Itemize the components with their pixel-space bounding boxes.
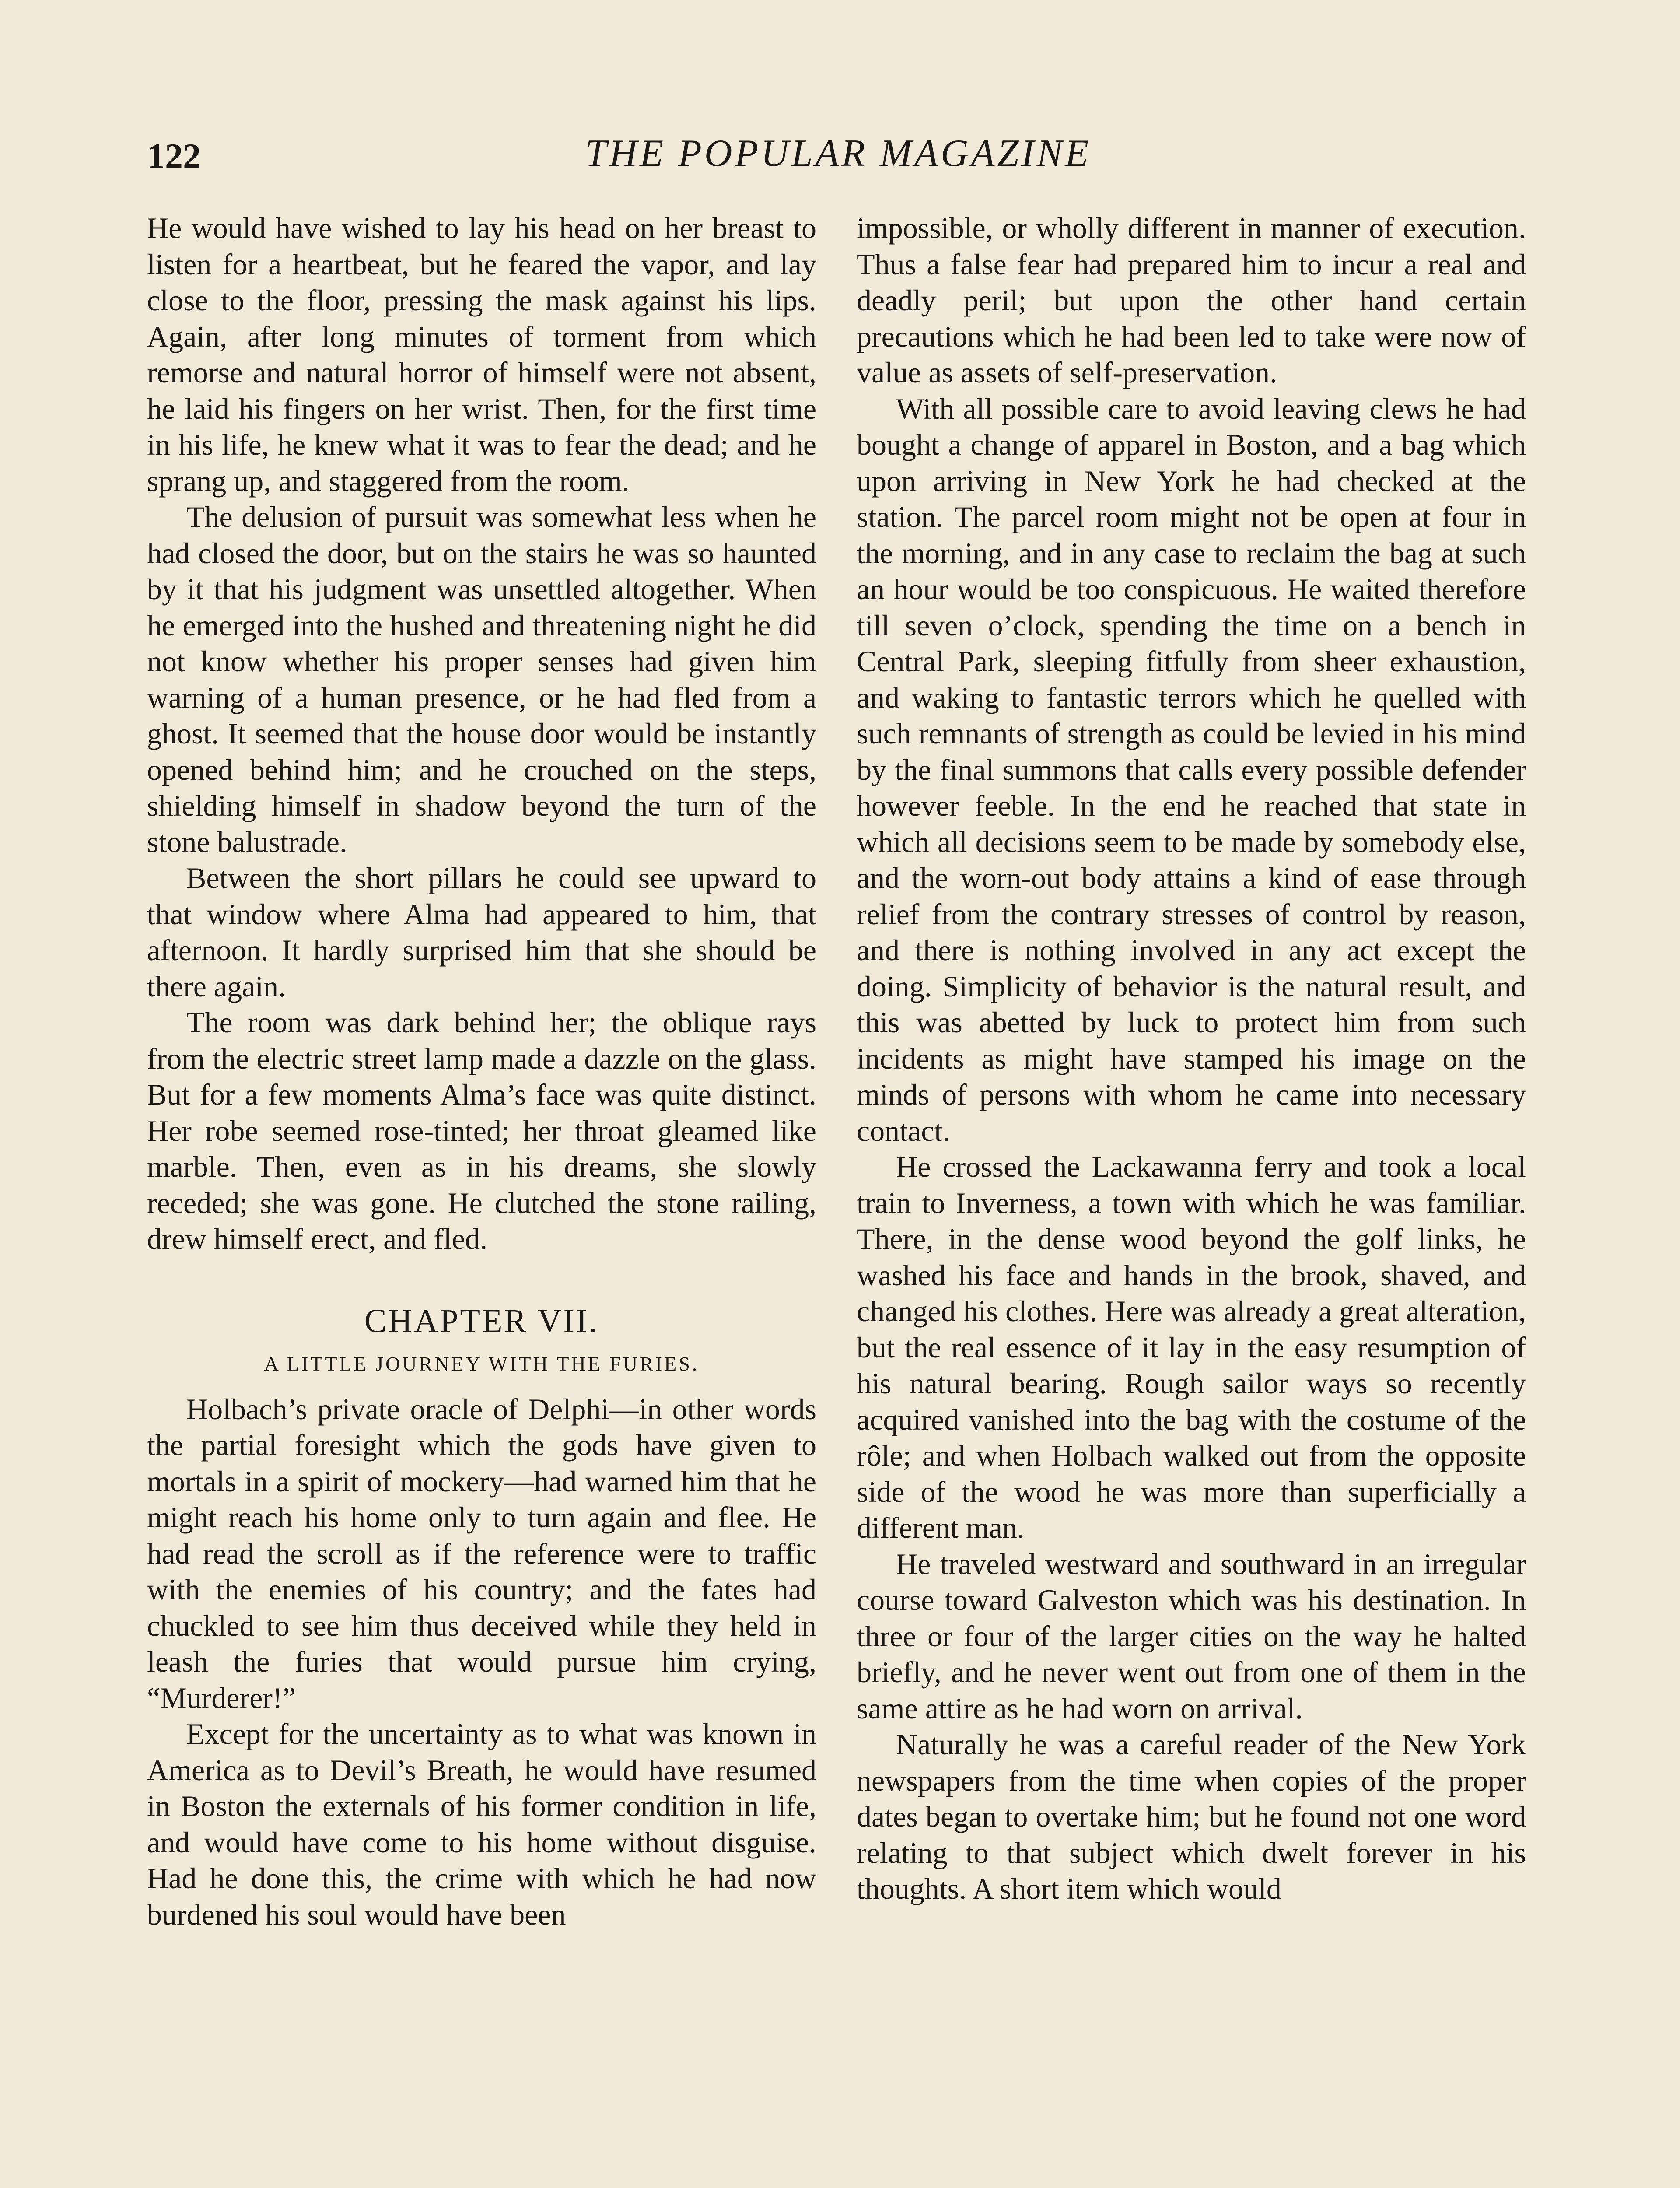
page-header (147, 131, 1530, 188)
paragraph: He crossed the Lackawanna ferry and took a local train to Inverness, a town with which he was familiar. There, in the dense wood beyond the golf links, he washed his face and hands in the brook, shaved, and changed his clothes. Here was already a great alteration, but the real essence of it lay in the easy resumption of his natural bearing. Rough sailor ways so recently acquired vanished into the bag with the costume of the rôle; and when Holbach walked out from the opposite side of the wood he was more than superficially a different man. (857, 1150, 1526, 1544)
right-column (857, 210, 1526, 1907)
paragraph: Naturally he was a careful reader of the New York newspapers from the time when copies of the proper dates began to overtake him; but he found not one word relating to that subject which dwelt forever in his thoughts. A short item which would (857, 1728, 1526, 1905)
paragraph: He traveled westward and southward in an irregular course toward Galveston which was his destination. In three or four of the larger cities on the way he halted briefly, and he never went out from one of them in the same attire as he had worn on arrival. (857, 1547, 1526, 1725)
chapter-title: CHAPTER VII. (364, 1302, 599, 1339)
chapter-subtitle: A LITTLE JOURNEY WITH THE FURIES. (264, 1352, 700, 1375)
magazine-title: THE POPULAR MAGAZINE (585, 132, 1092, 175)
paragraph: Between the short pillars he could see upward to that window where Alma had appeared to him, that afternoon. It hardly surprised him that she should be there again. (147, 861, 816, 1003)
paragraph: He would have wished to lay his head on her breast to listen for a heartbeat, but he feared the vapor, and lay close to the floor, pressing the mask against his lips. Again, after long minutes of torment from which remorse and natural horror of himself were not absent, he laid his fingers on her wrist. Then, for the first time in his life, he knew what it was to fear the dead; and he sprang up, and staggered from the room. (147, 211, 816, 498)
page-number: 122 (147, 136, 201, 176)
paragraph: impossible, or wholly different in manner of execution. Thus a false fear had prepared him to incur a real and deadly peril; but upon the other hand certain precautions which he had been led to take were now of value as assets of self-preservation. (857, 211, 1526, 389)
paragraph: Except for the uncertainty as to what was known in America as to Devil’s Breath, he would have resumed in Boston the externals of his former condition in life, and would have come to his home without disguise. Had he done this, the crime with which he had now burdened his soul would have been (147, 1717, 816, 1931)
paragraph: Holbach’s private oracle of Delphi—in other words the partial foresight which the gods have given to mortals in a spirit of mockery—had warned him that he might reach his home only to turn again and flee. He had read the scroll as if the reference were to traffic with the enemies of his country; and the fates had chuckled to see him thus deceived while they held in leash the furies that would pursue him crying, “Murderer!” (147, 1392, 816, 1715)
paragraph: The room was dark behind her; the oblique rays from the electric street lamp made a dazzle on the glass. But for a few moments Alma’s face was quite distinct. Her robe seemed rose-tinted; her throat gleamed like marble. Then, even as in his dreams, she slowly receded; she was gone. He clutched the stone railing, drew himself erect, and fled. (147, 1006, 816, 1255)
paragraph: With all possible care to avoid leaving clews he had bought a change of apparel in Boston, and a bag which upon arriving in New York he had checked at the station. The parcel room might not be open at four in the morning, and in any case to reclaim the bag at such an hour would be too conspicuous. He waited therefore till seven o’clock, spending the time on a bench in Central Park, sleeping fitfully from sheer exhaustion, and waking to fantastic terrors which he quelled with such remnants of strength as could be levied in his mind by the final summons that calls every possible defender however feeble. In the end he reached that state in which all decisions seem to be made by somebody else, and the worn-out body attains a kind of ease through relief from the contrary stresses of control by reason, and there is nothing involved in any act except the doing. Simplicity of behavior is the natural result, and this was abetted by luck to protect him from such incidents as might have stamped his image on the minds of persons with whom he came into necessary contact. (857, 392, 1526, 1147)
paragraph: The delusion of pursuit was somewhat less when he had closed the door, but on the stairs he was so haunted by it that his judgment was unsettled altogether. When he emerged into the hushed and threatening night he did not know whether his proper senses had given him warning of a human presence, or he had fled from a ghost. It seemed that the house door would be instantly opened behind him; and he crouched on the steps, shielding himself in shadow beyond the turn of the stone balustrade. (147, 500, 816, 859)
left-column (147, 210, 816, 1932)
